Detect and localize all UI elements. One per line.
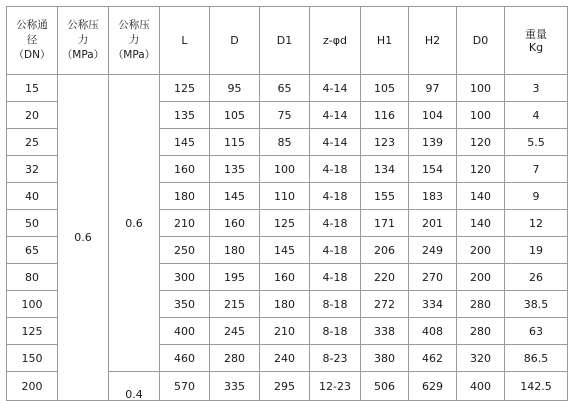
cell-d1: 65 [260,75,310,102]
cell-weight: 19 [505,237,568,264]
cell-dn: 65 [7,237,58,264]
cell-pn1-merged: 0.6 [58,75,109,401]
cell-zd: 4-18 [310,237,361,264]
cell-d1: 210 [260,318,310,345]
cell-dn: 200 [7,372,58,401]
header-dn-line1: 公称通 [16,19,48,31]
cell-dn: 100 [7,291,58,318]
cell-d: 105 [210,102,260,129]
cell-d: 245 [210,318,260,345]
cell-h1: 134 [361,156,409,183]
cell-d0: 320 [457,345,505,372]
cell-h2: 270 [409,264,457,291]
cell-h2: 249 [409,237,457,264]
cell-zd: 4-18 [310,183,361,210]
cell-zd: 4-18 [310,156,361,183]
cell-l: 350 [160,291,210,318]
cell-h2: 139 [409,129,457,156]
cell-d: 95 [210,75,260,102]
header-pn1-line1: 公称压 [67,19,99,31]
cell-h1: 123 [361,129,409,156]
cell-h2: 97 [409,75,457,102]
cell-weight: 9 [505,183,568,210]
header-pn1-line2: 力 [77,34,89,46]
cell-pn2-last: 0.4 [109,372,160,401]
cell-d0: 120 [457,156,505,183]
cell-d1: 110 [260,183,310,210]
cell-zd: 8-18 [310,291,361,318]
cell-dn: 25 [7,129,58,156]
cell-l: 160 [160,156,210,183]
cell-h2: 201 [409,210,457,237]
cell-weight: 4 [505,102,568,129]
cell-zd: 4-14 [310,102,361,129]
header-D1: D1 [260,7,310,75]
cell-pn2-merged: 0.6 [109,75,160,372]
header-pn1-line3: （MPa） [61,49,105,61]
cell-l: 125 [160,75,210,102]
spec-table-wrapper [6,6,568,401]
cell-h1: 171 [361,210,409,237]
cell-h2: 154 [409,156,457,183]
header-weight-line2: Kg [528,40,544,54]
cell-l: 145 [160,129,210,156]
cell-l: 250 [160,237,210,264]
cell-d0: 120 [457,129,505,156]
cell-dn: 32 [7,156,58,183]
cell-h2: 462 [409,345,457,372]
cell-zd: 4-18 [310,210,361,237]
table-row [7,75,568,102]
cell-dn: 50 [7,210,58,237]
cell-d: 180 [210,237,260,264]
cell-dn: 20 [7,102,58,129]
cell-d: 335 [210,372,260,401]
header-weight-line1: 重量 [525,27,547,41]
cell-d0: 140 [457,210,505,237]
cell-zd: 12-23 [310,372,361,401]
cell-weight: 142.5 [505,372,568,401]
cell-h1: 116 [361,102,409,129]
cell-h1: 272 [361,291,409,318]
cell-d: 145 [210,183,260,210]
cell-weight: 26 [505,264,568,291]
cell-d1: 75 [260,102,310,129]
cell-weight: 86.5 [505,345,568,372]
cell-d1: 125 [260,210,310,237]
header-weight [505,7,568,75]
header-D0: D0 [457,7,505,75]
cell-d: 135 [210,156,260,183]
header-pn2-line1: 公称压 [118,19,150,31]
cell-dn: 40 [7,183,58,210]
cell-d: 195 [210,264,260,291]
cell-h2: 408 [409,318,457,345]
header-dn-line3: （DN） [13,49,51,61]
header-dn [7,7,58,75]
cell-weight: 7 [505,156,568,183]
cell-h1: 380 [361,345,409,372]
cell-d1: 180 [260,291,310,318]
cell-d0: 280 [457,291,505,318]
cell-d: 115 [210,129,260,156]
cell-d0: 280 [457,318,505,345]
header-row [7,7,568,75]
cell-d0: 100 [457,75,505,102]
cell-h2: 629 [409,372,457,401]
cell-d1: 100 [260,156,310,183]
cell-h1: 155 [361,183,409,210]
header-H2: H2 [409,7,457,75]
cell-l: 300 [160,264,210,291]
header-dn-line2: 径 [26,34,38,46]
header-zd: z-φd [310,7,361,75]
cell-h1: 105 [361,75,409,102]
cell-d0: 100 [457,102,505,129]
header-pn1 [58,7,109,75]
cell-weight: 5.5 [505,129,568,156]
cell-h1: 220 [361,264,409,291]
cell-d1: 85 [260,129,310,156]
cell-zd: 4-14 [310,129,361,156]
cell-h2: 104 [409,102,457,129]
cell-l: 135 [160,102,210,129]
cell-weight: 63 [505,318,568,345]
valve-spec-table [6,6,568,401]
cell-d1: 160 [260,264,310,291]
header-pn2-line2: 力 [128,34,140,46]
cell-zd: 4-14 [310,75,361,102]
cell-d1: 145 [260,237,310,264]
cell-dn: 15 [7,75,58,102]
cell-d1: 295 [260,372,310,401]
header-D: D [210,7,260,75]
cell-h1: 206 [361,237,409,264]
cell-d0: 200 [457,264,505,291]
cell-l: 180 [160,183,210,210]
cell-l: 400 [160,318,210,345]
cell-weight: 3 [505,75,568,102]
cell-d0: 200 [457,237,505,264]
table-body [7,75,568,401]
header-H1: H1 [361,7,409,75]
cell-h2: 183 [409,183,457,210]
cell-l: 570 [160,372,210,401]
cell-h1: 506 [361,372,409,401]
cell-h1: 338 [361,318,409,345]
cell-d0: 400 [457,372,505,401]
cell-zd: 4-18 [310,264,361,291]
header-pn2-line3: （MPa） [112,49,156,61]
cell-d0: 140 [457,183,505,210]
cell-d: 280 [210,345,260,372]
cell-dn: 150 [7,345,58,372]
cell-dn: 80 [7,264,58,291]
cell-dn: 125 [7,318,58,345]
cell-l: 210 [160,210,210,237]
cell-d: 215 [210,291,260,318]
header-L: L [160,7,210,75]
cell-zd: 8-18 [310,318,361,345]
cell-weight: 12 [505,210,568,237]
cell-weight: 38.5 [505,291,568,318]
cell-d: 160 [210,210,260,237]
cell-zd: 8-23 [310,345,361,372]
header-pn2 [109,7,160,75]
cell-l: 460 [160,345,210,372]
cell-h2: 334 [409,291,457,318]
cell-d1: 240 [260,345,310,372]
